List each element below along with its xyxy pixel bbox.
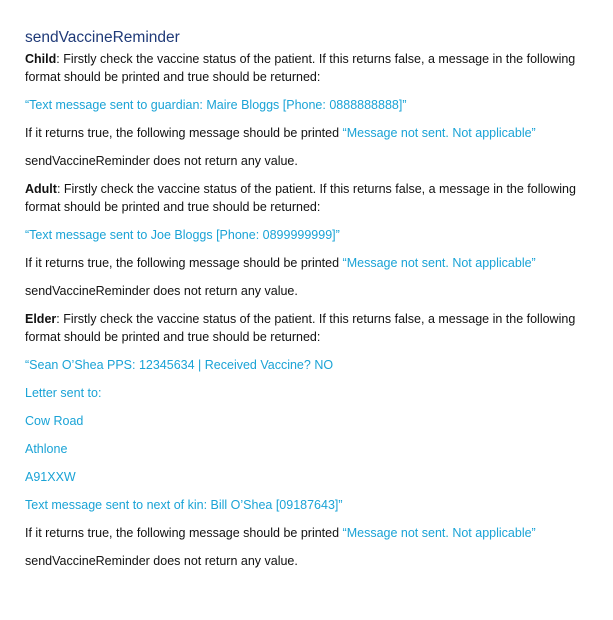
elder-label: Elder [25,312,57,326]
adult-true-prefix: If it returns true, the following message should be printed [25,256,343,270]
elder-message-line-6: Text message sent to next of kin: Bill O’Shea [09187643]” [25,498,343,512]
adult-true-message: “Message not sent. Not applicable” [342,256,536,270]
elder-message-line-4: Athlone [25,442,68,456]
adult-description [25,180,600,216]
child-true-prefix: If it returns true, the following message should be printed [25,126,343,140]
elder-description [25,310,600,346]
adult-true-line [25,254,600,272]
elder-message-line-3: Cow Road [25,414,84,428]
adult-desc-text: : Firstly check the vaccine status of the patient. If this returns false, a message in the following format should be printed and true should be returned: [25,182,576,214]
child-true-message: “Message not sent. Not applicable” [342,126,536,140]
child-no-return: sendVaccineReminder does not return any value. [25,154,298,168]
section-heading: sendVaccineReminder [25,29,180,46]
child-true-line [25,124,600,142]
elder-true-message: “Message not sent. Not applicable” [342,526,536,540]
adult-label: Adult [25,182,57,196]
child-message: “Text message sent to guardian: Maire Bloggs [Phone: 0888888888]” [25,98,407,112]
elder-message-line-1: “Sean O’Shea PPS: 12345634 | Received Vaccine? NO [25,358,334,372]
elder-true-prefix: If it returns true, the following message should be printed [25,526,343,540]
adult-message: “Text message sent to Joe Bloggs [Phone: 0899999999]” [25,228,340,242]
elder-desc-text: : Firstly check the vaccine status of the patient. If this returns false, a message in the following format should be printed and true should be returned: [25,312,576,344]
document-page [25,28,600,570]
elder-true-line [25,524,600,542]
child-description [25,50,600,86]
child-label: Child [25,52,57,66]
child-desc-text: : Firstly check the vaccine status of the patient. If this returns false, a message in the following format should be printed and true should be returned: [25,52,576,84]
elder-message-line-2: Letter sent to: [25,386,102,400]
elder-no-return: sendVaccineReminder does not return any value. [25,554,298,568]
adult-no-return: sendVaccineReminder does not return any value. [25,284,298,298]
elder-message-line-5: A91XXW [25,470,76,484]
